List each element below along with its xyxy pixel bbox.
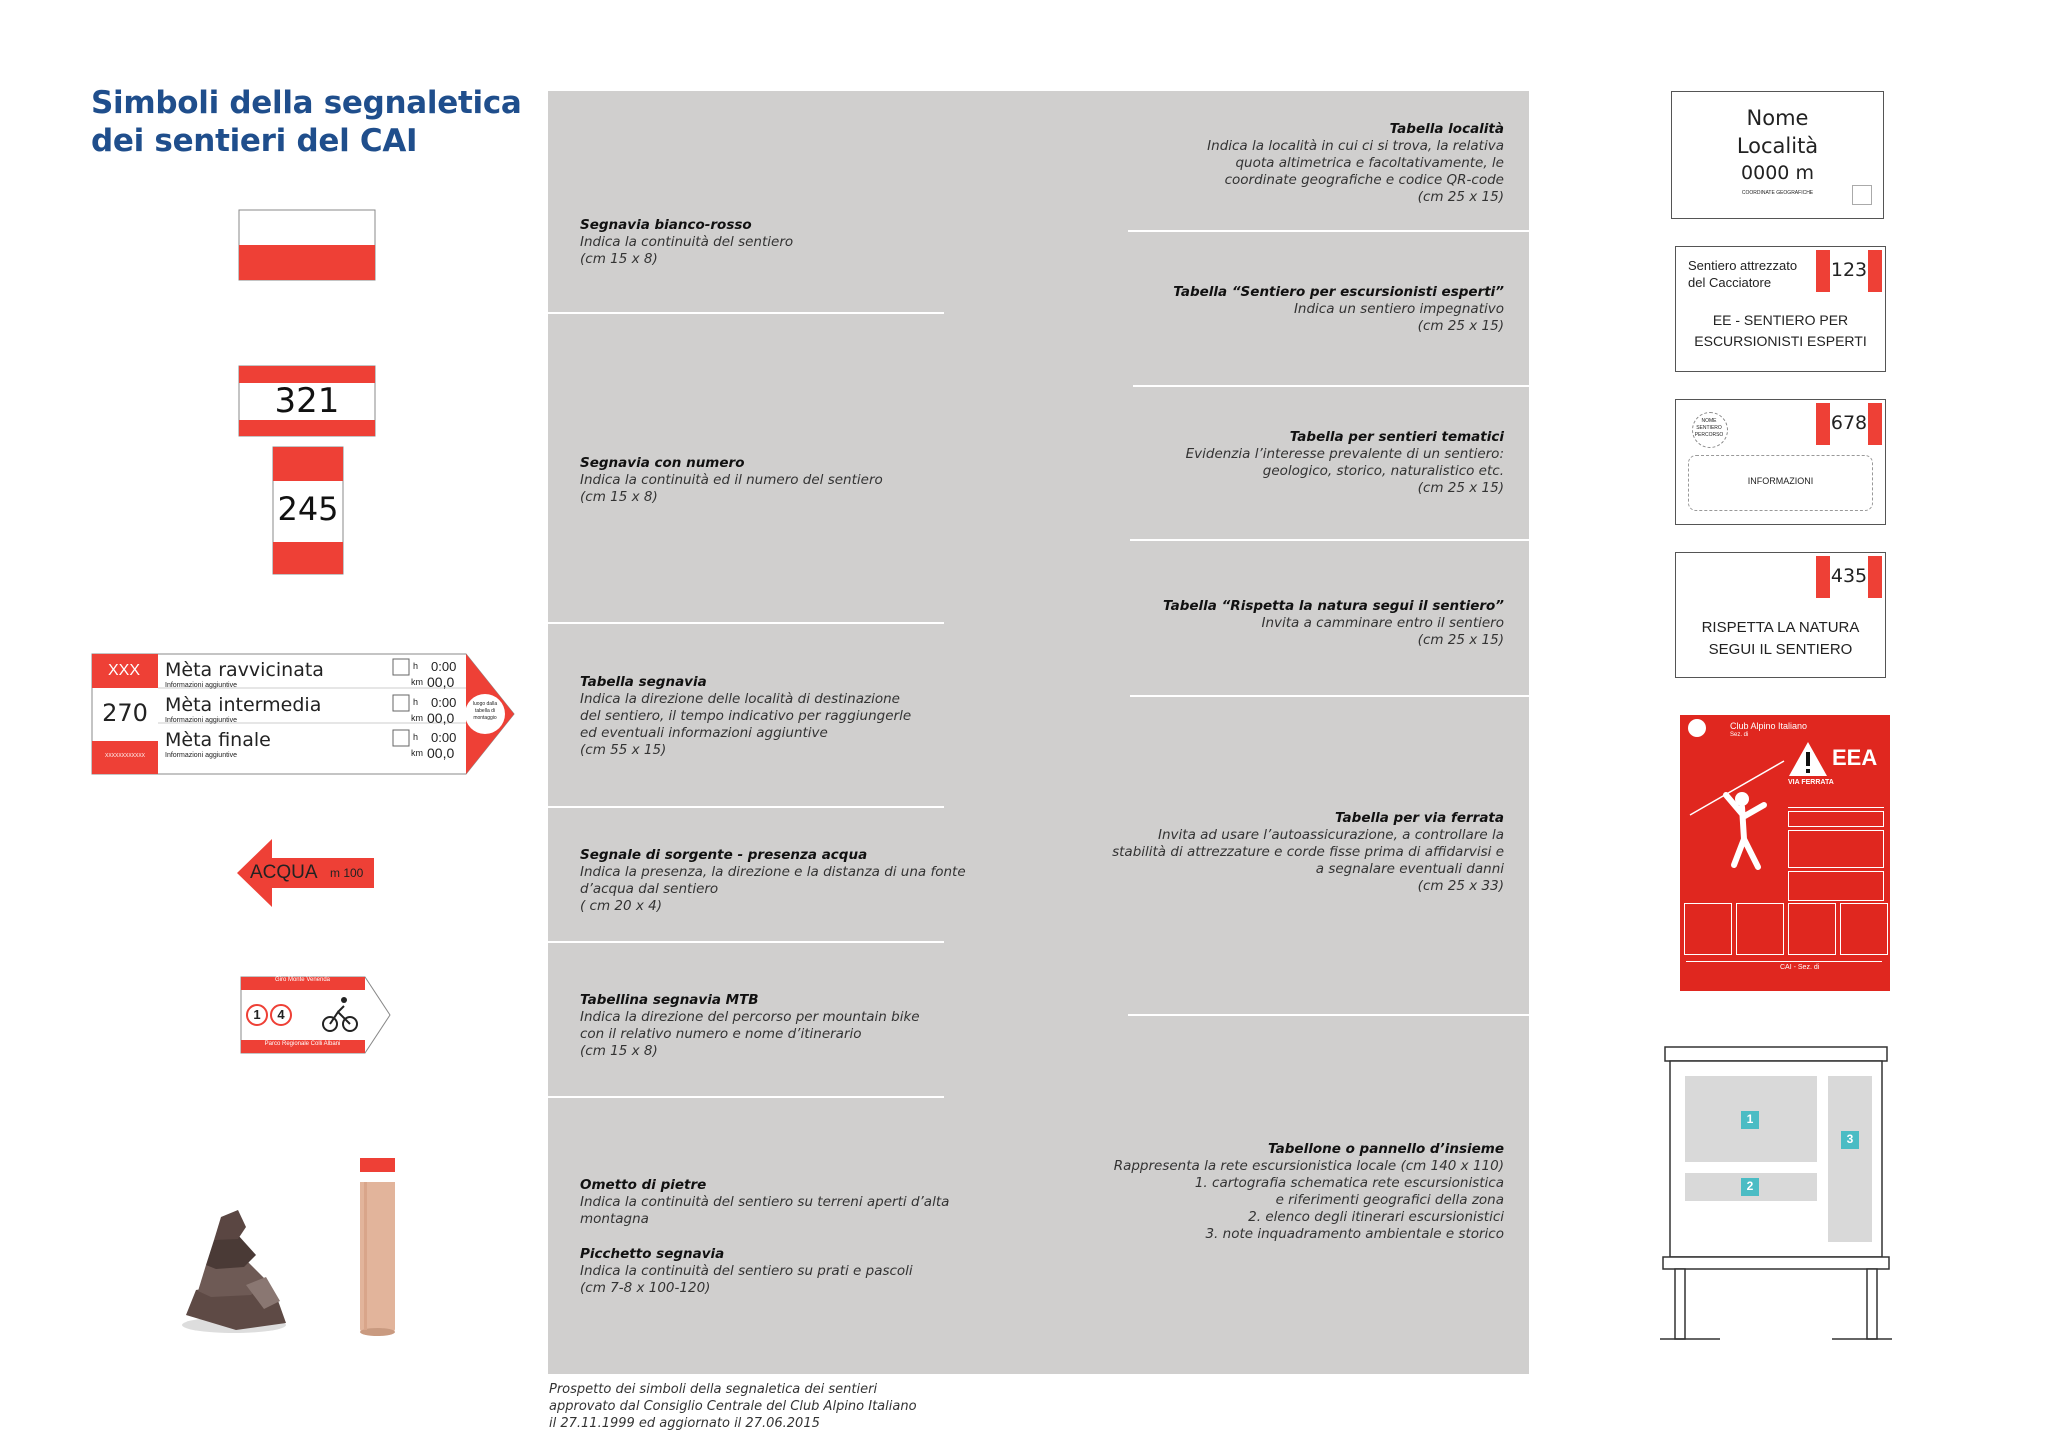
desc-body: Indica un sentiero impegnativo (cm 25 x 15) <box>1293 301 1504 334</box>
desc-title: Segnavia bianco-rosso <box>580 217 752 233</box>
acqua-distance: m 100 <box>330 866 364 880</box>
segnavia-numero-horizontal <box>238 365 376 438</box>
page-title: Simboli della segnaletica dei sentieri del CAI <box>91 85 522 159</box>
dist-3: 00,0 <box>427 745 455 761</box>
tematici-info-text: INFORMAZIONI <box>1747 476 1814 486</box>
desc-ometto <box>580 1177 970 1228</box>
tabella-number: 270 <box>102 699 148 727</box>
desc-body: Indica la località in cui ci si trova, la relativa quota altimetrica e facoltativamente, le coordinate geografiche e codice QR-code (cm 25 x 15) <box>1207 138 1504 205</box>
time-3: 0:00 <box>431 730 457 745</box>
ferrata-footer: CAI - Sez. di <box>1780 964 1820 971</box>
ee-text: EE - SENTIERO PER ESCURSIONISTI ESPERTI <box>1694 312 1867 349</box>
sign-number: 245 <box>277 490 339 528</box>
time-2: 0:00 <box>431 695 457 710</box>
desc-title: Tabella segnavia <box>580 674 707 690</box>
via-ferrata-sign <box>1680 715 1890 991</box>
h-label: h <box>413 732 419 742</box>
divider <box>1130 539 1529 541</box>
dest-2-info: Informazioni aggiuntive <box>165 717 237 724</box>
desc-segnavia-numero <box>580 455 940 506</box>
localita-place: Località <box>1736 134 1819 158</box>
tabella-small-code: XXXXXXXXXXXX <box>104 753 146 759</box>
acqua-sign <box>236 838 376 908</box>
desc-tabella-segnavia <box>580 674 960 759</box>
sign-number: 321 <box>274 381 340 421</box>
mtb-bottom-text: Parco Regionale Colli Albani <box>264 1041 341 1047</box>
ferrata-via-label: VIA FERRATA <box>1788 779 1834 786</box>
desc-picchetto <box>580 1246 970 1297</box>
dest-2: Mèta intermedia <box>165 694 322 716</box>
ferrata-section: Sez. di <box>1730 732 1749 738</box>
climber-illustration <box>1686 755 1786 895</box>
mtb-sign <box>240 976 392 1054</box>
desc-segnavia-bianco-rosso <box>580 217 920 268</box>
divider <box>548 941 944 943</box>
desc-tabella-natura <box>1100 598 1504 649</box>
tabellone-illustration <box>1660 1043 1892 1343</box>
cai-logo-icon <box>1688 719 1706 737</box>
mtb-number-2: 4 <box>277 1007 285 1022</box>
acqua-label: ACQUA <box>250 862 318 883</box>
desc-body: Indica la direzione delle località di destinazione del sentiero, il tempo indicativo per raggiungerle ed eventuali informazioni aggiuntive (cm 55 x 15) <box>580 691 912 758</box>
tabella-ee-sign <box>1675 246 1886 372</box>
dest-1: Mèta ravvicinata <box>165 659 324 681</box>
warning-triangle-icon <box>1788 741 1828 777</box>
time-1: 0:00 <box>431 659 457 674</box>
ferrata-bottom-boxes <box>1684 903 1886 955</box>
tabella-code: XXX <box>107 662 140 679</box>
km-label: km <box>411 713 423 723</box>
h-label: h <box>413 697 419 707</box>
desc-body: Indica la direzione del percorso per mountain bike con il relativo numero e nome d’itinerario (cm 15 x 8) <box>580 1009 920 1059</box>
desc-title: Segnale di sorgente - presenza acqua <box>580 847 868 863</box>
tabella-natura-sign <box>1675 552 1886 678</box>
tabella-tematici-sign <box>1675 399 1886 525</box>
localita-name: Nome <box>1746 106 1809 130</box>
divider <box>1133 385 1529 387</box>
mtb-number-1: 1 <box>253 1007 261 1022</box>
desc-tabellone <box>1100 1141 1504 1243</box>
desc-title: Ometto di pietre <box>580 1177 707 1193</box>
desc-title: Tabella per via ferrata <box>1334 810 1504 826</box>
desc-title: Tabellone o pannello d’insieme <box>1268 1141 1504 1157</box>
desc-title: Tabella per sentieri tematici <box>1289 429 1504 445</box>
mtb-top-text: Giro Monte Venenda <box>274 977 331 983</box>
dest-3-info: Informazioni aggiuntive <box>165 752 237 759</box>
divider <box>1130 695 1529 697</box>
desc-body: Indica la continuità del sentiero su prati e pascoli (cm 7-8 x 100-120) <box>580 1263 913 1296</box>
divider <box>548 1096 944 1098</box>
desc-body: Indica la continuità ed il numero del sentiero (cm 15 x 8) <box>580 472 883 505</box>
desc-body: Indica la presenza, la direzione e la distanza di una fonte d’acqua dal sentiero ( cm 20 x 4) <box>580 864 966 914</box>
arrow-location-text: luogo dalla tabella di montaggio <box>472 701 498 721</box>
desc-sorgente <box>580 847 970 915</box>
divider <box>1128 1014 1529 1016</box>
divider <box>548 806 944 808</box>
desc-body: Evidenzia l’interesse prevalente di un sentiero: geologico, storico, naturalistico etc. (cm 25 x 15) <box>1185 446 1504 496</box>
tematici-number: 678 <box>1830 412 1868 434</box>
board-section-1: 1 <box>1746 1112 1754 1126</box>
ometto-pietre-illustration <box>176 1205 291 1335</box>
desc-tabella-localita <box>1100 121 1504 206</box>
desc-mtb <box>580 992 960 1060</box>
desc-tabella-ee <box>1100 284 1504 335</box>
qr-code-icon <box>1852 185 1872 205</box>
dest-3: Mèta finale <box>165 729 271 751</box>
board-section-2: 2 <box>1746 1179 1754 1193</box>
desc-title: Tabella “Sentiero per escursionisti esperti” <box>1173 284 1504 300</box>
ferrata-club-name: Club Alpino Italiano <box>1730 721 1808 731</box>
localita-altitude: 0000 m <box>1741 162 1814 184</box>
desc-title: Tabella località <box>1389 121 1504 137</box>
desc-title: Tabella “Rispetta la natura segui il sentiero” <box>1163 598 1504 614</box>
natura-number: 435 <box>1830 565 1868 587</box>
picchetto-segnavia-illustration <box>356 1140 402 1340</box>
desc-body: Indica la continuità del sentiero (cm 15 x 8) <box>580 234 794 267</box>
ferrata-eea-label: EEA <box>1832 745 1878 770</box>
natura-text: RISPETTA LA NATURA SEGUI IL SENTIERO <box>1701 619 1860 658</box>
tabella-localita-sign <box>1671 91 1884 219</box>
segnavia-bianco-rosso-sign <box>238 209 376 282</box>
desc-title: Tabellina segnavia MTB <box>580 992 759 1008</box>
tabella-segnavia-sign <box>91 653 521 775</box>
dist-2: 00,0 <box>427 710 455 726</box>
dest-1-info: Informazioni aggiuntive <box>165 682 237 689</box>
desc-body: Invita a camminare entro il sentiero (cm 25 x 15) <box>1261 615 1504 648</box>
localita-coordinates: COORDINATE GEOGRAFICHE <box>1741 190 1814 196</box>
segnavia-numero-vertical <box>272 446 344 576</box>
ee-trail-name: Sentiero attrezzato del Cacciatore <box>1688 258 1798 290</box>
ferrata-footer-line <box>1686 961 1882 962</box>
desc-via-ferrata <box>1100 810 1504 895</box>
divider <box>548 312 944 314</box>
ee-number: 123 <box>1830 259 1868 281</box>
desc-body: Invita ad usare l’autoassicurazione, a controllare la stabilità di attrezzature e corde fisse prima di affidarvisi e a segnalare eventuali danni (cm 25 x 33) <box>1112 827 1504 894</box>
desc-body: Rappresenta la rete escursionistica locale (cm 140 x 110) 1. cartografia schematica rete escursionistica e riferimenti geografici della zona 2. elenco degli itinerari escursionistici 3. note inquadramento ambientale e storico <box>1113 1158 1504 1242</box>
board-section-3: 3 <box>1846 1132 1854 1146</box>
dist-1: 00,0 <box>427 674 455 690</box>
divider <box>548 622 944 624</box>
desc-title: Picchetto segnavia <box>580 1246 725 1262</box>
desc-tabella-tematici <box>1100 429 1504 497</box>
km-label: km <box>411 748 423 758</box>
h-label: h <box>413 661 419 671</box>
caption: Prospetto dei simboli della segnaletica dei sentieri approvato dal Consiglio Centrale del Club Alpino Italiano il 27.11.1999 ed aggiornato il 27.06.2015 <box>549 1382 917 1431</box>
tematici-logo-text: NOME SENTIERO PERCORSO <box>1694 418 1724 438</box>
desc-title: Segnavia con numero <box>580 455 745 471</box>
km-label: km <box>411 677 423 687</box>
divider <box>1128 230 1529 232</box>
desc-body: Indica la continuità del sentiero su terreni aperti d’alta montagna <box>580 1194 950 1227</box>
